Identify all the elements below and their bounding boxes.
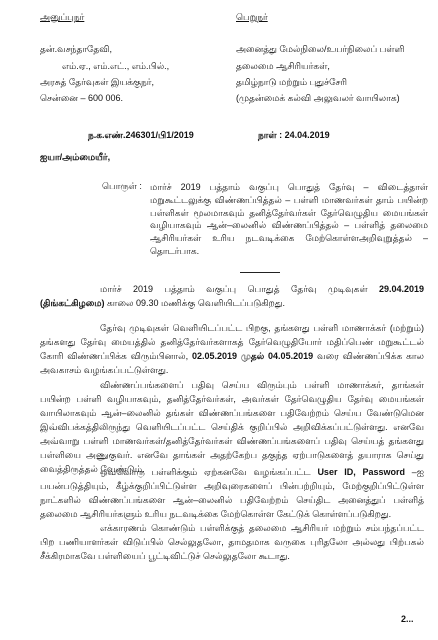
- credentials-label: User ID, Password: [317, 467, 405, 477]
- divider: [240, 272, 280, 273]
- paragraph-registration: விண்ணப்பங்களைப் பதிவு செய்ய விரும்பும் பள்ளி மாணாக்கர், தாங்கள் பயின்ற பள்ளி வழியாகவும், தனித்தேர்வர்கள், அவர்கள் தேர்வெழுதிய தேர்வு மையங்கள் வாயிலாகவும் ஆன்–லைனில் தங்கள் விண்ணப்பங்களை பதிவேற்றம் செய்ய வேண்டுமென இவ்விபக்கத்திலிருந்து வெளியிடப்பட்ட செய்திக் குறிப்பில் அறிவிக்கப்பட்டுள்ளது. எனவே அவ்வாறு பள்ளி மாணவர்கள்/தனித்தேர்வர்கள் விண்ணப்பங்களைப் பதிவு செய்யத் தங்களது பள்ளியை அணுகுவர். எனவே தாங்கள் அதற்கேற்ப தகுந்த ஏற்பாடுகளைத் தயாராக செய்து வைத்திருத்தல் வேண்டும்.: [40, 380, 424, 474]
- sender-qualification: எம்.ஏ., எம்.எட்., எம்.பில்.,: [62, 60, 170, 71]
- sender-name: தன்.வசந்தாதேவி,: [40, 44, 113, 55]
- recipient-block: [236, 12, 426, 104]
- recipient-line-4: (முதன்மைக் கல்வி அலுவலர் வாயிலாக): [236, 93, 400, 104]
- paragraph-instructions: ஒவ்வொரு பள்ளிக்கும் ஏற்கனவே வழங்கப்பட்ட User ID, Password –ஐ பயன்படுத்தியும், கீழ்க்குறிப்பிட்டுள்ள அறிவுரைகளைப் பின்பற்றியும், மேற்குறிப்பிட்டுள்ள நாட்களில் விண்ணப்பங்களை ஆன்–லைனில் பதிவேற்றம் செய்திட அனைத்துப் பள்ளித் தலைமை ஆசிரியர்களும் உரிய நடவடிக்கை மேற்கொள்ள கேட்டுக் கொள்ளப்படுகிறது. எக்காரணம் கொண்டும் பள்ளிக்குத் தலைமை ஆசிரியர் மற்றும் சம்பந்தப்பட்ட பிற பணியாளர்கள் விடுப்பில் செல்லுதலோ, தாமதமாக வருகை புரிதலோ அல்லது பிற்பகல் சீக்கிரமாகவே பள்ளியைப் பூட்டிவிட்டுச் செல்லுதலோ கூடாது.: [40, 466, 424, 564]
- recipient-line-3: தமிழ்நாடு மற்றும் புதுச்சேரி: [236, 77, 347, 88]
- subject-text: மார்ச் 2019 பத்தாம் வகுப்பு பொதுத் தேர்வு – விடைத்தாள் மறுகூட்டலுக்கு விண்ணப்பித்தல் – பள்ளி மாணவர்கள் தாம் பயின்ற பள்ளிகள் மூலமாகவும் தனித்தேர்வர்கள் தேர்வெழுதிய மையங்கள் வழியாகவும் ஆன்–லைனில் விண்ணப்பித்தல் – பள்ளித் தலைமை ஆசிரியர்கள் உரிய நடவடிக்கை மேற்கொள்ளஅறிவுறுத்தல் –தொடர்பாக.: [150, 182, 428, 256]
- recipient-line-1: அனைத்து மேல்நிலை/உயர்நிலைப் பள்ளி: [236, 44, 405, 55]
- page-number: 2...: [401, 614, 414, 624]
- sender-designation: அரசுத் தேர்வுகள் இயக்குநர்,: [40, 77, 154, 88]
- results-date: 29.04.2019 (திங்கட்கிழமை): [40, 284, 424, 308]
- paragraph-retotal: தேர்வு முடிவுகள் வெளியிடப்பட்ட பிறகு, தங்களது பள்ளி மாணாக்கர் (மற்றும்) தங்களது தேர்வு மையத்தில் தனித்தேர்வர்களாகத் தேர்வெழுதியோர் மதிப்பெண் மறுகூட்டல் கோரி விண்ணப்பிக்க விரும்பினால், 02.05.2019 முதல் 04.05.2019 வரை விண்ணப்பிக்க கால அவகாசம் வழங்கப்பட்டுள்ளது.: [40, 323, 424, 375]
- letter-date: நாள் : 24.04.2019: [258, 130, 330, 140]
- sender-block: [40, 12, 220, 104]
- paragraph-no-leave: எக்காரணம் கொண்டும் பள்ளிக்குத் தலைமை ஆசிரியர் மற்றும் சம்பந்தப்பட்ட பிற பணியாளர்கள் விடுப்பில் செல்லுதலோ, தாமதமாக வருகை புரிதலோ அல்லது பிற்பகல் சீக்கிரமாகவே பள்ளியைப் பூட்டிவிட்டுச் செல்லுதலோ கூடாது.: [40, 522, 424, 561]
- application-window: 02.05.2019 முதல் 04.05.2019: [191, 350, 314, 361]
- paragraph-results: மார்ச் 2019 பத்தாம் வகுப்பு பொதுத் தேர்வு முடிவுகள் 29.04.2019 (திங்கட்கிழமை) காலை 09.30 மணிக்கு வெளியிடப்படுகிறது.: [40, 284, 424, 308]
- sender-label: அனுப்புநர்: [40, 12, 85, 22]
- sender-city: சென்னை – 600 006.: [40, 93, 123, 104]
- reference-number: ந.க.எண்.246301/பி1/2019: [88, 130, 194, 140]
- recipient-label: பெறுநர்: [236, 12, 268, 22]
- salutation: ஐயா/அம்மையீர்,: [40, 152, 111, 162]
- subject-label: பொருள் :: [102, 181, 142, 191]
- recipient-line-2: தலைமை ஆசிரியர்கள்,: [236, 60, 330, 71]
